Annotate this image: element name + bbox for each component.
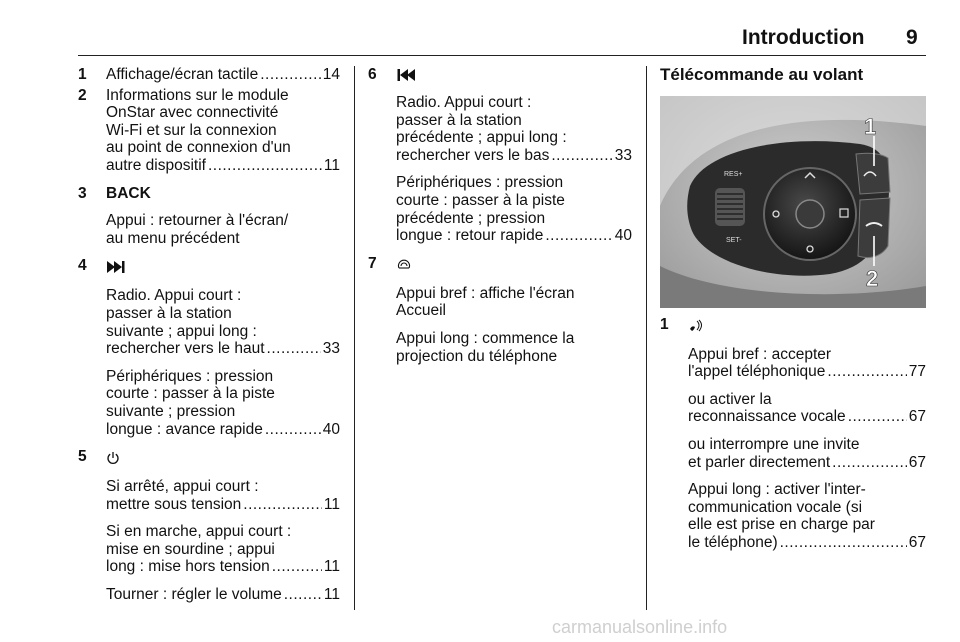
line: précédente ; pression bbox=[396, 209, 546, 227]
ref-text: long : mise hors tension bbox=[106, 558, 270, 576]
list-item-c1 bbox=[660, 316, 926, 552]
line: ou interrompre une invite bbox=[688, 435, 860, 453]
line: Si arrêté, appui court : bbox=[106, 478, 259, 496]
ref-page: 67 bbox=[908, 408, 926, 426]
leader-dots bbox=[208, 157, 322, 175]
leader-dots bbox=[272, 558, 322, 576]
list-item-6 bbox=[368, 66, 632, 245]
watermark: carmanualsonline.info bbox=[552, 617, 728, 637]
page-reference[interactable] bbox=[106, 496, 340, 514]
list-item-3 bbox=[78, 185, 340, 248]
ref-page: 77 bbox=[908, 363, 926, 381]
line: elle est prise en charge par bbox=[688, 516, 875, 534]
ref-page: 11 bbox=[323, 495, 340, 513]
leader-dots bbox=[243, 496, 322, 514]
item-number: 5 bbox=[78, 448, 87, 466]
ref-text: le téléphone) bbox=[688, 533, 778, 551]
ref-text: autre dispositif bbox=[106, 156, 206, 174]
list-item-4 bbox=[78, 257, 340, 438]
line: Appui long : activer l'inter- bbox=[688, 481, 866, 499]
ref-text: longue : retour rapide bbox=[396, 227, 544, 245]
column-3 bbox=[660, 66, 926, 552]
line: Périphériques : pression bbox=[106, 367, 274, 385]
page-reference[interactable] bbox=[106, 586, 340, 604]
header-rule bbox=[78, 55, 926, 56]
line: Appui bref : accepter bbox=[688, 345, 832, 363]
leader-dots bbox=[284, 586, 322, 604]
set-label: SET- bbox=[726, 236, 742, 244]
ref-page: 11 bbox=[323, 558, 340, 576]
page-reference[interactable] bbox=[688, 454, 926, 472]
voice-phone-icon bbox=[688, 319, 704, 333]
power-icon bbox=[106, 451, 120, 465]
next-track-icon bbox=[106, 260, 126, 274]
line: courte : passer à la piste bbox=[106, 385, 275, 403]
ref-text: mettre sous tension bbox=[106, 495, 242, 513]
center-button[interactable] bbox=[796, 200, 824, 228]
leader-dots bbox=[551, 147, 612, 165]
ref-text: rechercher vers le bas bbox=[396, 146, 550, 164]
line: ou activer la bbox=[688, 390, 772, 408]
page-reference[interactable] bbox=[106, 66, 340, 84]
line: Appui long : commence la bbox=[396, 329, 575, 347]
line: au menu précédent bbox=[106, 229, 240, 247]
item-number: 7 bbox=[368, 254, 377, 272]
page-reference[interactable] bbox=[688, 408, 926, 426]
leader-dots bbox=[265, 421, 321, 439]
page-reference[interactable] bbox=[106, 157, 340, 175]
ref-text: l'appel téléphonique bbox=[688, 363, 826, 381]
line: OnStar avec connectivité bbox=[106, 104, 279, 122]
ref-page: 67 bbox=[908, 533, 926, 551]
line: courte : passer à la piste bbox=[396, 191, 565, 209]
leader-dots bbox=[545, 227, 612, 245]
steering-wheel-controls-photo bbox=[660, 96, 926, 308]
ref-text: Tourner : régler le volume bbox=[106, 586, 282, 604]
back-label: BACK bbox=[106, 184, 151, 202]
column-divider-2 bbox=[646, 66, 647, 610]
list-item-2 bbox=[78, 87, 340, 175]
line: précédente ; appui long : bbox=[396, 129, 567, 147]
line: Accueil bbox=[396, 302, 446, 320]
line: Appui : retourner à l'écran/ bbox=[106, 212, 289, 230]
line: Radio. Appui court : bbox=[396, 94, 532, 111]
ref-page: 14 bbox=[322, 66, 340, 83]
page-reference[interactable] bbox=[688, 363, 926, 381]
page-reference[interactable] bbox=[106, 558, 340, 576]
page-reference[interactable] bbox=[396, 147, 632, 165]
res-label: RES+ bbox=[724, 170, 743, 178]
line: au point de connexion d'un bbox=[106, 139, 291, 157]
ref-page: 40 bbox=[614, 227, 632, 245]
page-reference[interactable] bbox=[106, 421, 340, 439]
ref-page: 40 bbox=[322, 420, 340, 438]
line: passer à la station bbox=[106, 304, 232, 322]
line: communication vocale (si bbox=[688, 498, 863, 516]
leader-dots bbox=[848, 408, 907, 426]
item-number: 1 bbox=[660, 315, 669, 333]
leader-dots bbox=[260, 66, 321, 84]
item-number: 2 bbox=[78, 86, 87, 104]
line: suivante ; appui long : bbox=[106, 322, 257, 340]
header-title: Introduction bbox=[742, 26, 865, 49]
phone-projection-icon bbox=[396, 257, 412, 273]
column-1 bbox=[78, 66, 340, 604]
section-title: Télécommande au volant bbox=[660, 65, 864, 84]
ref-page: 33 bbox=[322, 340, 340, 358]
page-reference[interactable] bbox=[688, 534, 926, 552]
ref-text: reconnaissance vocale bbox=[688, 408, 846, 426]
line: Appui bref : affiche l'écran bbox=[396, 284, 575, 302]
item-number: 6 bbox=[368, 66, 377, 83]
line: passer à la station bbox=[396, 111, 522, 129]
line: mise en sourdine ; appui bbox=[106, 540, 275, 558]
list-item-1 bbox=[78, 66, 340, 84]
item-number: 1 bbox=[78, 66, 87, 83]
ref-page: 67 bbox=[908, 453, 926, 471]
line: Périphériques : pression bbox=[396, 174, 564, 192]
page-reference[interactable] bbox=[396, 227, 632, 245]
leader-dots bbox=[780, 534, 907, 552]
page-number: 9 bbox=[906, 26, 918, 49]
ref-text: rechercher vers le haut bbox=[106, 340, 265, 358]
leader-dots bbox=[267, 340, 321, 358]
ref-page: 33 bbox=[614, 146, 632, 164]
ref-text: Affichage/écran tactile bbox=[106, 66, 259, 83]
line: Radio. Appui court : bbox=[106, 287, 242, 305]
column-divider-1 bbox=[354, 66, 355, 610]
previous-track-icon bbox=[396, 68, 416, 82]
line: Si en marche, appui court : bbox=[106, 523, 292, 541]
ref-page: 11 bbox=[323, 586, 340, 604]
list-item-5 bbox=[78, 448, 340, 604]
leader-dots bbox=[832, 454, 907, 472]
line: suivante ; pression bbox=[106, 402, 236, 420]
item-number: 4 bbox=[78, 257, 87, 275]
line: projection du téléphone bbox=[396, 347, 558, 365]
column-2 bbox=[368, 66, 632, 365]
line: Informations sur le module bbox=[106, 86, 289, 104]
ref-page: 11 bbox=[323, 156, 340, 174]
leader-dots bbox=[827, 363, 906, 381]
list-item-7 bbox=[368, 255, 632, 365]
callout-2: 2 bbox=[866, 265, 879, 291]
item-number: 3 bbox=[78, 184, 87, 202]
line: Wi-Fi et sur la connexion bbox=[106, 121, 277, 139]
ref-text: et parler directement bbox=[688, 453, 831, 471]
callout-1: 1 bbox=[864, 113, 877, 139]
ref-text: longue : avance rapide bbox=[106, 420, 263, 438]
page-reference[interactable] bbox=[106, 340, 340, 358]
